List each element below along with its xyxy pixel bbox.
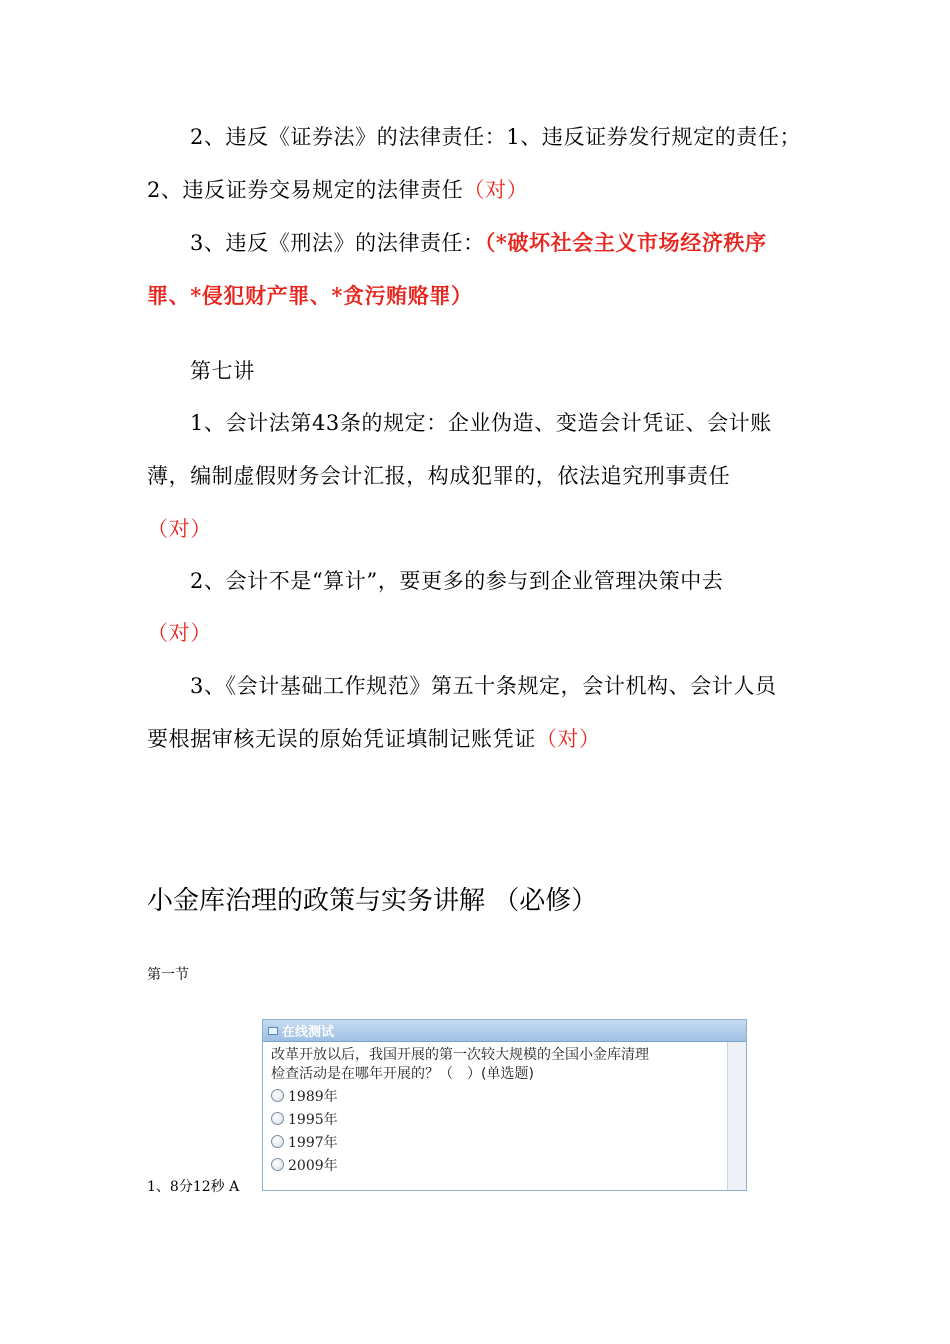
radio-icon[interactable]	[271, 1089, 284, 1102]
answer-correct: （对）	[147, 621, 212, 645]
lecture-title: 第七讲	[190, 359, 255, 383]
section-label: 第一节	[147, 967, 189, 983]
scrollbar[interactable]	[727, 1042, 746, 1190]
para-accounting-law-line1: 1、会计法第43条的规定：企业伪造、变造会计凭证、会计账	[190, 411, 772, 435]
online-test-title: 在线测试	[282, 1025, 335, 1040]
answer-crimes-line2: 罪、*侵犯财产罪、*贪污贿赂罪）	[147, 283, 473, 308]
quiz-question-line2: 检查活动是在哪年开展的？（ ）(单选题)	[271, 1066, 534, 1082]
quiz-option[interactable]: 1997年	[271, 1130, 746, 1153]
answer-correct: （对）	[535, 727, 601, 751]
answer-correct: （对）	[147, 517, 212, 541]
para-accounting-norms-line1: 3、《会计基础工作规范》第五十条规定，会计机构、会计人员	[190, 674, 777, 698]
radio-icon[interactable]	[271, 1112, 284, 1125]
quiz-content	[263, 1042, 746, 1176]
course-heading: 小金库治理的政策与实务讲解 （必修）	[147, 886, 598, 916]
quiz-question-line1: 改革开放以后，我国开展的第一次较大规模的全国小金库清理	[271, 1047, 649, 1063]
para-criminal-law-line1: 3、违反《刑法》的法律责任：（*破坏社会主义市场经济秩序	[190, 230, 767, 255]
window-icon	[268, 1027, 278, 1035]
para-securities-law-line2: 2、违反证券交易规定的法律责任（对）	[147, 178, 529, 202]
para-accounting-not-calculation: 2、会计不是“算计”，要更多的参与到企业管理决策中去	[190, 569, 724, 593]
para-securities-law-line1: 2、违反《证券法》的法律责任：1、违反证券发行规定的责任；	[190, 125, 802, 149]
radio-icon[interactable]	[271, 1135, 284, 1148]
answer-crimes-line1: （*破坏社会主义市场经济秩序	[484, 230, 767, 255]
online-test-panel	[262, 1019, 747, 1191]
radio-icon[interactable]	[271, 1158, 284, 1171]
quiz-option[interactable]: 1989年	[271, 1084, 746, 1107]
para-accounting-law-line2: 薄，编制虚假财务会计汇报，构成犯罪的，依法追究刑事责任	[147, 464, 731, 488]
para-accounting-norms-line2: 要根据审核无误的原始凭证填制记账凭证（对）	[147, 727, 601, 751]
online-test-titlebar	[263, 1020, 746, 1042]
item-label: 1、8分12秒 A	[147, 1179, 240, 1195]
quiz-option[interactable]: 2009年	[271, 1153, 746, 1176]
quiz-option[interactable]: 1995年	[271, 1107, 746, 1130]
answer-correct: （对）	[463, 178, 529, 202]
